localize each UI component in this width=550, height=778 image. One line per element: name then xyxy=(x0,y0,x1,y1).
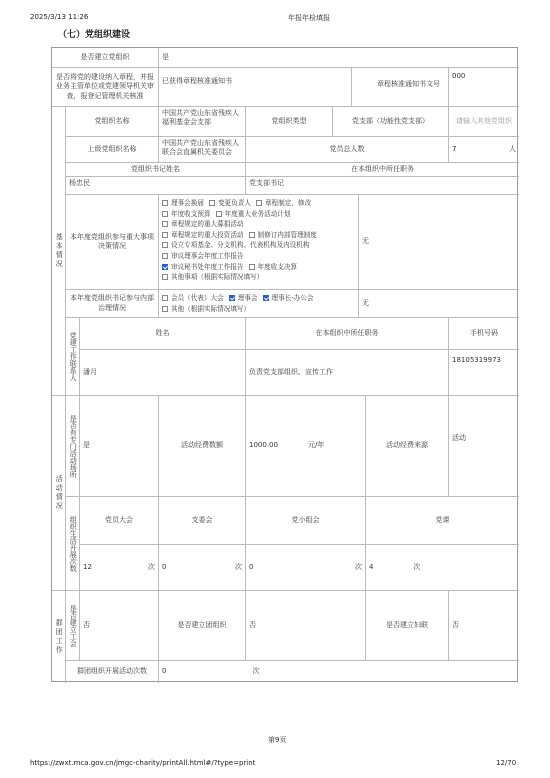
page-counter: 12/70 xyxy=(496,759,517,767)
life-label: 组织生活开展次数 xyxy=(66,497,80,591)
life-value-lecture xyxy=(366,545,519,591)
members-cell xyxy=(449,137,519,163)
section-title: （七）党组织建设 xyxy=(58,30,131,40)
option-label: 年度收支决算 xyxy=(257,262,298,271)
life-count-lecture: 4 xyxy=(369,562,374,571)
times-unit: 次 xyxy=(355,562,362,571)
option-label: 章程规定的重大投资活动 xyxy=(171,230,244,239)
checkbox[interactable] xyxy=(209,200,215,206)
checkbox[interactable] xyxy=(162,232,168,238)
page-url[interactable]: https://zwxt.mca.gov.cn/jmgc-charity/printAll.html#/?type=print xyxy=(30,759,256,767)
org-name-label: 党组织名称 xyxy=(66,107,159,137)
option-label: 年度收支预算 xyxy=(171,209,211,218)
youth-label: 是否建立团组织 xyxy=(159,591,246,661)
fund-cell xyxy=(246,396,366,497)
contact-label: 党建工作联系人 xyxy=(66,318,80,396)
approval-no-label: 章程核准通知书文号 xyxy=(352,68,449,107)
life-count-committee: 0 xyxy=(162,562,167,571)
org-type-value: 党支部（功能性党支部） xyxy=(333,107,449,137)
decision-label: 本年度党组织参与重大事项决策情况 xyxy=(66,195,159,290)
option-row xyxy=(162,230,355,241)
union-label: 是否建立工会 xyxy=(66,591,80,661)
life-value-group xyxy=(246,545,366,591)
times-unit: 次 xyxy=(235,562,242,571)
option-row xyxy=(162,219,355,230)
times-unit: 次 xyxy=(413,562,421,571)
option-label: 理事会 xyxy=(237,294,258,302)
party-building-form xyxy=(51,47,518,682)
option-row xyxy=(162,240,355,251)
print-timestamp: 2025/3/13 11:26 xyxy=(30,13,89,21)
life-count-group: 0 xyxy=(249,562,254,571)
option-label: 章程规定的重大募捐活动 xyxy=(171,220,244,229)
life-value-congress xyxy=(80,545,159,591)
secretary-name-header: 党组织书记姓名 xyxy=(66,163,246,177)
contact-phone: 18105319973 xyxy=(449,350,519,396)
page-number: 第9页 xyxy=(268,736,287,744)
checkbox[interactable] xyxy=(249,232,255,238)
parent-org-label: 上级党组织名称 xyxy=(66,137,159,163)
mass-activity-cell xyxy=(159,661,519,683)
members-unit: 人 xyxy=(509,144,516,153)
option-label: 会员（代表）大会 xyxy=(171,294,224,302)
governance-options xyxy=(159,290,359,318)
option-row xyxy=(162,198,355,209)
fund-source-label: 活动经费来源 xyxy=(366,396,449,497)
life-header-lecture: 党课 xyxy=(366,497,519,545)
secretary-post-header: 在本组织中所任职务 xyxy=(246,163,519,177)
option-label: 其他事项（根据实际情况填写） xyxy=(171,273,264,282)
members-label: 党员总人数 xyxy=(246,137,449,163)
mass-section-label: 群团工作 xyxy=(52,591,66,683)
option-label: 制修订内部管理制度 xyxy=(257,230,317,239)
mass-activity-label: 群团组织开展活动次数 xyxy=(66,661,159,683)
checkbox[interactable] xyxy=(162,306,168,312)
option-row xyxy=(162,262,355,273)
approval-value: 已获得章程核准通知书 xyxy=(159,68,352,107)
org-type-label: 党组织类型 xyxy=(246,107,333,137)
checkbox[interactable] xyxy=(256,200,262,206)
checkbox[interactable] xyxy=(162,253,168,259)
basic-section-label: 基本情况 xyxy=(52,107,66,396)
life-header-committee: 支委会 xyxy=(159,497,246,545)
checked-checkbox[interactable] xyxy=(229,295,235,301)
fund-value: 1000.00 xyxy=(249,441,278,450)
checked-checkbox[interactable] xyxy=(162,264,168,270)
mass-activity-unit: 次 xyxy=(252,667,260,676)
life-count-congress: 12 xyxy=(83,562,92,571)
checkbox[interactable] xyxy=(162,295,168,301)
option-row xyxy=(162,209,355,220)
option-row xyxy=(162,304,355,315)
secretary-post: 党支部书记 xyxy=(246,177,519,195)
activity-section-label: 活动情况 xyxy=(52,396,66,591)
established-value: 是 xyxy=(159,48,519,68)
option-label: 其他（根据实际情况填写） xyxy=(171,304,251,313)
checkbox[interactable] xyxy=(162,242,168,248)
option-row xyxy=(162,272,355,283)
checkbox[interactable] xyxy=(216,211,222,217)
contact-phone-header: 手机号码 xyxy=(449,318,519,350)
approval-no-value: 000 xyxy=(449,68,519,107)
org-type-other-input[interactable]: 请输入其他党组织 xyxy=(449,107,519,137)
women-value: 否 xyxy=(449,591,519,661)
life-value-committee xyxy=(159,545,246,591)
option-label: 审议理事会年度工作报告 xyxy=(171,251,244,260)
option-label: 理事长-办公会 xyxy=(271,294,314,302)
fund-source-value: 活动 xyxy=(449,396,519,497)
women-label: 是否建立妇联 xyxy=(366,591,449,661)
secretary-name: 杨忠民 xyxy=(66,177,246,195)
contact-post: 负责党支部组织、宣传工作 xyxy=(246,350,449,396)
fund-unit: 元/年 xyxy=(307,441,325,450)
governance-label: 本年度党组织书记参与内部治理情况 xyxy=(66,290,159,318)
checkbox[interactable] xyxy=(162,221,168,227)
times-unit: 次 xyxy=(148,562,155,571)
option-label: 审议秘书处年度工作报告 xyxy=(171,262,244,271)
union-value: 否 xyxy=(80,591,159,661)
youth-value: 否 xyxy=(246,591,366,661)
life-header-group: 党小组会 xyxy=(246,497,366,545)
established-label: 是否建立党组织 xyxy=(52,48,159,68)
option-label: 设立专项基金、分支机构、代表机构及内设机构 xyxy=(171,241,310,250)
checkbox[interactable] xyxy=(162,200,168,206)
checkbox[interactable] xyxy=(162,211,168,217)
option-label: 理事会换届 xyxy=(171,199,204,207)
org-name-value: 中国共产党山东省残疾人福利基金会支部 xyxy=(159,107,246,137)
decision-other-value: 无 xyxy=(359,195,519,290)
option-label: 变更负责人 xyxy=(217,199,251,207)
venue-value: 是 xyxy=(80,396,159,497)
document-title: 年报年检填报 xyxy=(288,14,330,22)
checkbox[interactable] xyxy=(249,264,255,270)
checkbox[interactable] xyxy=(162,274,168,280)
approval-label: 是否将党的建设纳入章程，并报业务主管单位或党建领导机关审查，报登记管理机关核准 xyxy=(52,68,159,107)
contact-name-header: 姓名 xyxy=(80,318,246,350)
life-header-congress: 党员大会 xyxy=(80,497,159,545)
fund-label: 活动经费数额 xyxy=(159,396,246,497)
parent-org-value: 中国共产党山东省残疾人联合会直属机关委员会 xyxy=(159,137,246,163)
members-value: 7 xyxy=(452,144,457,153)
mass-activity-value: 0 xyxy=(162,667,167,676)
governance-other-value: 无 xyxy=(359,290,519,318)
option-label: 年度重大业务活动计划 xyxy=(224,209,291,218)
contact-name: 潘月 xyxy=(80,350,246,396)
option-label: 章程制定、修改 xyxy=(264,199,312,207)
option-row xyxy=(162,293,355,304)
checked-checkbox[interactable] xyxy=(263,295,269,301)
contact-post-header: 在本组织中所任职务 xyxy=(246,318,449,350)
option-row xyxy=(162,251,355,262)
decision-options xyxy=(159,195,359,290)
venue-label: 是否有专门活动场所 xyxy=(66,396,80,497)
